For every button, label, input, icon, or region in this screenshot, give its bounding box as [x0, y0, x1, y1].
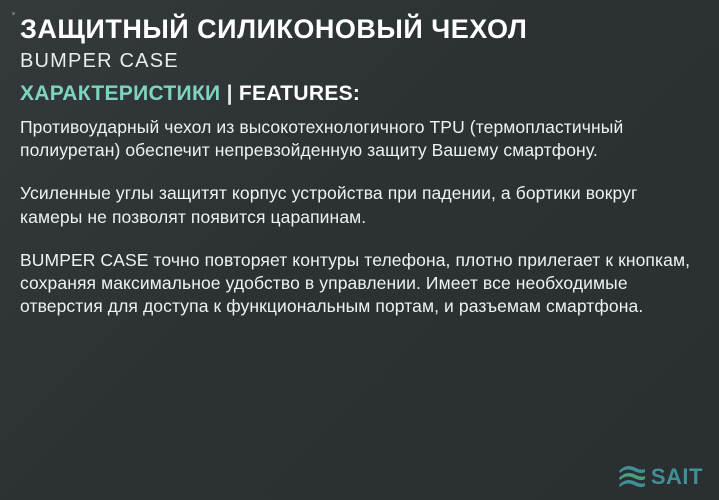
logo-letter-s: S — [650, 464, 667, 489]
features-heading-separator: | — [226, 82, 233, 106]
brand-logo-text — [651, 464, 703, 490]
features-heading — [20, 82, 699, 106]
logo-letter-t: T — [689, 464, 703, 489]
feature-paragraph-3: BUMPER CASE точно повторяет контуры телефона, плотно прилегает к кнопкам, сохраняя максимальное удобство в управлении. Имеет все необходимые отверстия для доступа к функциональным портам, и разъемам смартфона. — [20, 249, 691, 316]
feature-paragraph-1: Противоударный чехол из высокотехнологичного TPU (термопластичный полиуретан) обеспечит непревзойденную защиту Вашему смартфону. — [20, 117, 624, 161]
page-title: ЗАЩИТНЫЙ СИЛИКОНОВЫЙ ЧЕХОЛ — [20, 14, 528, 44]
corner-dot-decoration — [12, 12, 15, 15]
features-heading-ru: ХАРАКТЕРИСТИКИ — [20, 82, 221, 106]
page-subtitle: BUMPER CASE — [20, 50, 179, 73]
features-heading-en: FEATURES: — [238, 82, 361, 106]
logo-letter-i: I — [682, 464, 690, 489]
brand-logo — [617, 464, 703, 490]
feature-paragraph-2: Усиленные углы защитят корпус устройства при падении, а бортики вокруг камеры не позволят появится царапинам. — [20, 183, 638, 227]
wave-logo-icon — [617, 464, 647, 490]
logo-letter-a: A — [666, 464, 683, 489]
